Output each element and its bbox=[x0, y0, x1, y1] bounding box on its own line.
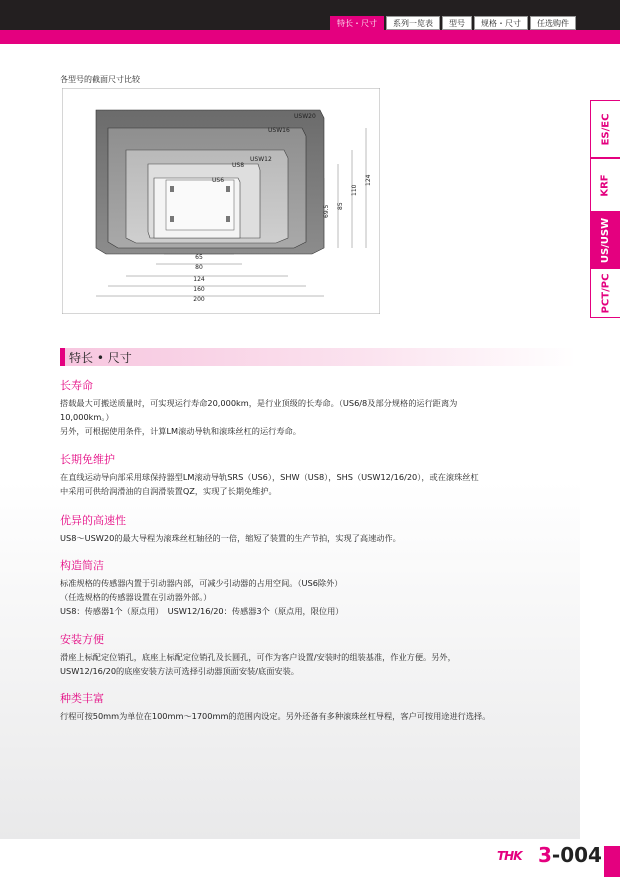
label-us6: US6 bbox=[212, 177, 225, 184]
text-line: 中采用可供给润滑油的自润滑装置QZ，实现了长期免维护。 bbox=[60, 486, 277, 496]
text-line: （任选规格的传感器设置在引动器外部。） bbox=[60, 592, 212, 602]
dim-200: 200 bbox=[193, 296, 205, 303]
side-tab-krf[interactable] bbox=[590, 158, 620, 212]
side-tab-us-usw[interactable] bbox=[590, 212, 620, 268]
tab-options[interactable]: 任选购件 bbox=[530, 16, 576, 30]
label-us8: US8 bbox=[232, 162, 245, 169]
dim-110: 110 bbox=[351, 184, 358, 196]
bolt-detail bbox=[170, 186, 174, 192]
feature-heading: 优异的高速性 bbox=[60, 514, 126, 527]
dim-69-5: 69.5 bbox=[323, 204, 330, 218]
text-line: USW12/16/20的底座安装方法可选择引动器顶面安装/底面安装。 bbox=[60, 666, 299, 676]
footer-accent-block bbox=[604, 846, 620, 877]
feature-heading: 长寿命 bbox=[60, 379, 93, 392]
side-tab-label: PCT/PC bbox=[600, 273, 611, 313]
feature-heading: 构造简洁 bbox=[60, 559, 104, 572]
side-tab-label: ES/EC bbox=[600, 113, 612, 145]
side-tab-es-ec[interactable] bbox=[590, 100, 620, 158]
slider-block bbox=[166, 180, 234, 230]
feature-text bbox=[60, 709, 570, 723]
page-num: -004 bbox=[551, 843, 602, 867]
text-line: 搭载最大可搬送质量时，可实现运行寿命20,000km，是行业顶级的长寿命。（US6/8及部分规格的运行距离为 bbox=[60, 398, 458, 408]
header-accent-strip bbox=[0, 30, 620, 44]
side-tab-label: US/USW bbox=[600, 217, 612, 263]
tab-series-list[interactable]: 系列一览表 bbox=[386, 16, 440, 30]
text-line: US8：传感器1个（原点用） USW12/16/20：传感器3个（原点用，限位用） bbox=[60, 606, 344, 616]
dim-85: 85 bbox=[337, 202, 344, 210]
cross-section-figure bbox=[62, 88, 380, 314]
text-line: 另外，可根据使用条件，计算LM滚动导轨和滚珠丝杠的运行寿命。 bbox=[60, 426, 301, 436]
feature-heading: 长期免维护 bbox=[60, 453, 115, 466]
label-usw12: USW12 bbox=[250, 156, 272, 163]
bolt-detail bbox=[226, 216, 230, 222]
page-number bbox=[538, 843, 602, 867]
side-tab-label: KRF bbox=[600, 173, 611, 197]
feature-heading: 种类丰富 bbox=[60, 692, 104, 705]
section-header-accent bbox=[60, 348, 65, 366]
text-line: 滑座上标配定位销孔，底座上标配定位销孔及长圆孔，可作为客户设置/安装时的组装基准，作业方便。另外， bbox=[60, 652, 456, 662]
figure-caption: 各型号的截面尺寸比较 bbox=[60, 75, 140, 84]
text-line: 行程可按50mm为单位在100mm～1700mm的范围内设定。另外还备有多种滚珠丝杠导程，客户可按用途进行选择。 bbox=[60, 711, 491, 721]
dim-160: 160 bbox=[193, 286, 205, 293]
section-title: 特长 • 尺寸 bbox=[69, 351, 132, 365]
thk-logo: THK bbox=[497, 849, 522, 863]
label-usw16: USW16 bbox=[268, 127, 290, 134]
tab-spec-dimensions[interactable]: 规格・尺寸 bbox=[474, 16, 528, 30]
text-line: US8～USW20的最大导程为滚珠丝杠轴径的一倍，缩短了装置的生产节拍，实现了高速动作。 bbox=[60, 533, 401, 543]
bolt-detail bbox=[170, 216, 174, 222]
text-line: 10,000km。） bbox=[60, 412, 114, 422]
text-line: 在直线运动导向部采用球保持器型LM滚动导轨SRS（US6），SHW（US8），SHS（USW12/16/20），或在滚珠丝杠 bbox=[60, 472, 479, 482]
feature-text bbox=[60, 576, 570, 618]
text-line: 标准规格的传感器内置于引动器内部，可减少引动器的占用空间。（US6除外） bbox=[60, 578, 343, 588]
top-nav-tabs bbox=[330, 16, 576, 30]
tab-model[interactable]: 型号 bbox=[442, 16, 472, 30]
side-tab-pct-pc[interactable] bbox=[590, 268, 620, 318]
dim-80: 80 bbox=[195, 264, 203, 271]
feature-text bbox=[60, 470, 570, 498]
feature-text bbox=[60, 650, 570, 678]
dim-124h: 124 bbox=[365, 174, 372, 186]
section-header bbox=[60, 348, 576, 366]
bolt-detail bbox=[226, 186, 230, 192]
feature-heading: 安装方便 bbox=[60, 633, 104, 646]
feature-text bbox=[60, 531, 570, 545]
tab-features[interactable]: 特长・尺寸 bbox=[330, 16, 384, 30]
feature-text bbox=[60, 396, 570, 438]
dim-65: 65 bbox=[195, 254, 203, 261]
dim-124w: 124 bbox=[193, 276, 205, 283]
label-usw20: USW20 bbox=[294, 113, 316, 120]
page-chapter: 3 bbox=[538, 843, 552, 867]
